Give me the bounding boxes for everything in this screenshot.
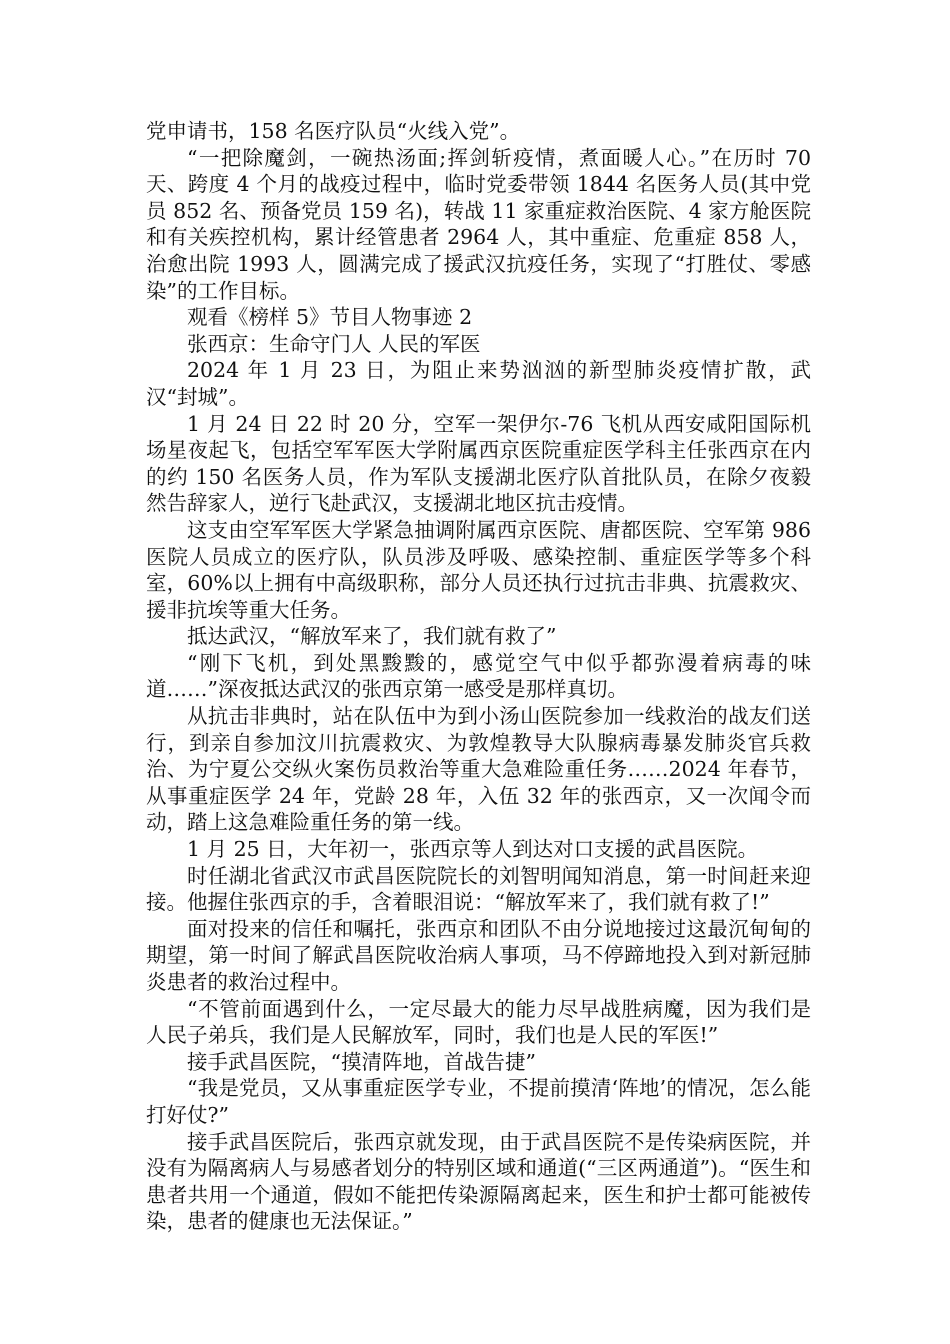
document-page bbox=[146, 118, 811, 1235]
paragraph: 面对投来的信任和嘱托，张西京和团队不由分说地接过这最沉甸甸的期望，第一时间了解武昌医院收治病人事项，马不停蹄地投入到对新冠肺炎患者的救治过程中。 bbox=[146, 916, 811, 994]
paragraph: 2024 年 1 月 23 日，为阻止来势汹汹的新型肺炎疫情扩散，武汉“封城”。 bbox=[146, 358, 811, 409]
paragraph: “不管前面遇到什么，一定尽最大的能力尽早战胜病魔，因为我们是人民子弟兵，我们是人民解放军，同时，我们也是人民的军医!” bbox=[146, 996, 811, 1048]
paragraph: 从抗击非典时，站在队伍中为到小汤山医院参加一线救治的战友们送行，到亲自参加汶川抗震救灾、为敦煌教导大队腺病毒暴发肺炎官兵救治、为宁夏公交纵火案伤员救治等重大急难险重任务……2024 年春节，从事重症医学 24 年，党龄 28 年，入伍 32 年的张西京，又一次闻令而动，踏上这急难险重任务的第一线。 bbox=[146, 704, 811, 835]
paragraph: 1 月 25 日，大年初一，张西京等人到达对口支援的武昌医院。 bbox=[187, 837, 759, 862]
section-heading: 观看《榜样 5》节目人物事迹 2 bbox=[187, 305, 473, 330]
subheading: 接手武昌医院，“摸清阵地，首战告捷” bbox=[187, 1049, 536, 1074]
paragraph: 这支由空军军医大学紧急抽调附属西京医院、唐都医院、空军第 986 医院人员成立的医疗队，队员涉及呼吸、感染控制、重症医学等多个科室，60%以上拥有中高级职称，部分人员还执行过抗击非典、抗震救灾、援非抗埃等重大任务。 bbox=[146, 517, 811, 622]
paragraph: 党申请书，158 名医疗队员“火线入党”。 bbox=[146, 119, 521, 143]
paragraph: 接手武昌医院后，张西京就发现，由于武昌医院不是传染病医院，并没有为隔离病人与易感者划分的特别区域和通道(“三区两通道”)。“医生和患者共用一个通道，假如不能把传染源隔离起来，医生和护士都可能被传染，患者的健康也无法保证。” bbox=[146, 1129, 811, 1234]
paragraph: 时任湖北省武汉市武昌医院院长的刘智明闻知消息，第一时间赶来迎接。他握住张西京的手，含着眼泪说：“解放军来了，我们就有救了!” bbox=[146, 863, 811, 915]
paragraph: “一把除魔剑，一碗热汤面;挥剑斩疫情，煮面暖人心。”在历时 70 天、跨度 4 个月的战疫过程中，临时党委带领 1844 名医务人员(其中党员 852 名、预备党员 159 名)，转战 11 家重症救治医院、4 家方舱医院和有关疾控机构，累计经管患者 2964 人，其中重症、危重症 858 人，治愈出院 1993 人，圆满完成了援武汉抗疫任务，实现了“打胜仗、零感染”的工作目标。 bbox=[146, 145, 811, 303]
article-title: 张西京：生命守门人 人民的军医 bbox=[187, 331, 481, 356]
paragraph: 1 月 24 日 22 时 20 分，空军一架伊尔-76 飞机从西安咸阳国际机场星夜起飞，包括空军军医大学附属西京医院重症医学科主任张西京在内的约 150 名医务人员，作为军队支援湖北医疗队首批队员，在除夕夜毅然告辞家人，逆行飞赴武汉，支援湖北地区抗击疫情。 bbox=[146, 411, 811, 516]
subheading: 抵达武汉，“解放军来了，我们就有救了” bbox=[187, 624, 557, 649]
paragraph: “刚下飞机，到处黑黢黢的，感觉空气中似乎都弥漫着病毒的味道……”深夜抵达武汉的张西京第一感受是那样真切。 bbox=[146, 650, 811, 702]
paragraph: “我是党员，又从事重症医学专业，不提前摸清‘阵地’的情况，怎么能打好仗?” bbox=[146, 1076, 811, 1127]
